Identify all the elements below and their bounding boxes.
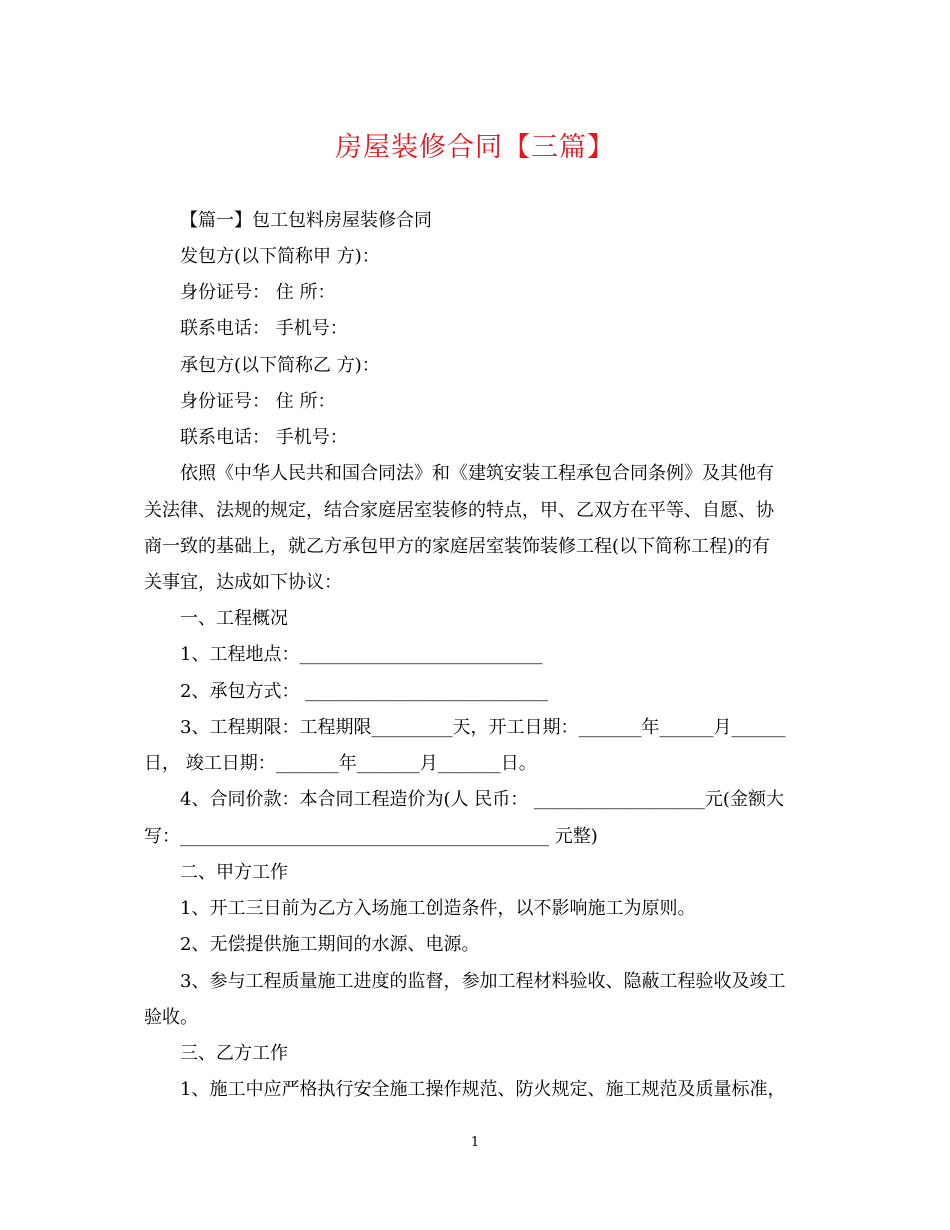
paragraph-line: 写：_________________________________________ 元整) [144, 826, 598, 847]
paragraph-line: 关法律、法规的规定，结合家庭居室装修的特点，甲、乙双方在平等、自愿、协 [144, 500, 774, 521]
text-line: 2、无偿提供施工期间的水源、电源。 [180, 934, 480, 955]
text-line: 1、开工三日前为乙方入场施工创造条件，以不影响施工为原则。 [180, 898, 696, 919]
paragraph-line: 验收。 [144, 1007, 198, 1028]
paragraph-line: 3、参与工程质量施工进度的监督，参加工程材料验收、隐蔽工程验收及竣工 [180, 971, 786, 992]
document-title: 房屋装修合同【三篇】 [335, 132, 615, 163]
text-line: 身份证号： 住 所： [180, 391, 336, 412]
section-heading: 二、甲方工作 [180, 862, 288, 883]
text-line: 联系电话： 手机号： [180, 427, 348, 448]
paragraph-line: 日， 竣工日期：_______年_______月_______日。 [144, 753, 537, 774]
paragraph-line: 商一致的基础上，就乙方承包甲方的家庭居室装饰装修工程(以下简称工程)的有 [144, 536, 771, 557]
text-line: 身份证号： 住 所： [180, 282, 336, 303]
text-line: 1、工程地点：___________________________ [180, 644, 543, 665]
paragraph-line: 4、合同价款：本合同工程造价为(人 民币： ___________________元(金额大 [180, 789, 784, 810]
paragraph-line: 依照《中华人民共和国合同法》和《建筑安装工程承包合同条例》及其他有 [180, 463, 774, 484]
paragraph-line: 3、工程期限：工程期限_________天，开工日期：_______年______月______ [180, 717, 786, 738]
page-number: 1 [470, 1135, 480, 1150]
text-line: 承包方(以下简称乙 方)： [180, 355, 380, 376]
section-heading: 【篇一】包工包料房屋装修合同 [180, 210, 432, 231]
section-heading: 一、工程概况 [180, 608, 288, 629]
text-line: 联系电话： 手机号： [180, 318, 348, 339]
paragraph-line: 1、施工中应严格执行安全施工操作规范、防火规定、施工规范及质量标准， [180, 1079, 786, 1100]
section-heading: 三、乙方工作 [180, 1043, 288, 1064]
text-line: 发包方(以下简称甲 方)： [180, 246, 380, 267]
text-line: 2、承包方式： ___________________________ [180, 681, 549, 702]
paragraph-line: 关事宜，达成如下协议： [144, 572, 342, 593]
